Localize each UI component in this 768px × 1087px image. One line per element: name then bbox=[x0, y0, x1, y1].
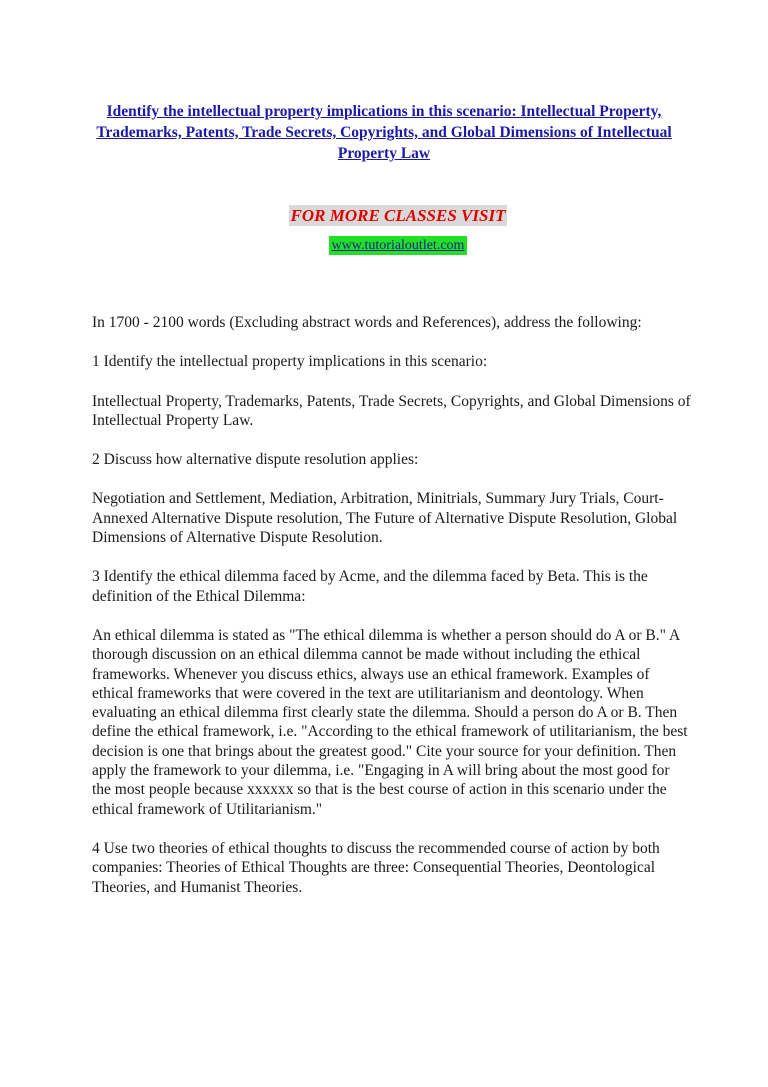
promo-link-line bbox=[0, 236, 768, 255]
promo-link[interactable]: www.tutorialoutlet.com bbox=[329, 236, 468, 255]
item-1-heading: 1 Identify the intellectual property implications in this scenario: bbox=[92, 353, 488, 371]
document-body bbox=[92, 313, 692, 917]
document-title: Identify the intellectual property implications in this scenario: Intellectual Property, Trademarks, Patents, Trade Secrets, Copyrights, and Global Dimensions of Intellectual Property Law bbox=[96, 103, 672, 162]
item-3-detail: An ethical dilemma is stated as "The ethical dilemma is whether a person should do A or B." A thorough discussion on an ethical dilemma cannot be made without including the ethical frameworks. Whenever you discuss ethics, always use an ethical framework. Examples of ethical frameworks that were covered in the text are utilitarianism and deontology. When evaluating an ethical dilemma first clearly state the dilemma. Should a person do A or B. Then define the ethical framework, i.e. "According to the ethical framework of utilitarianism, the best decision is one that brings about the greatest good." Cite your source for your definition. Then apply the framework to your dilemma, i.e. "Engaging in A will bring about the most good for the most people because xxxxxx so that is the best course of action in this scenario under the ethical framework of Utilitarianism." bbox=[92, 626, 688, 818]
item-4-paragraph: 4 Use two theories of ethical thoughts to discuss the recommended course of action by both companies: Theories of Ethical Thoughts are three: Consequential Theories, Deontological Theories, and Humanist Theories. bbox=[92, 839, 660, 896]
item-1-detail: Intellectual Property, Trademarks, Patents, Trade Secrets, Copyrights, and Global Dimensions of Intellectual Property Law. bbox=[92, 392, 691, 429]
item-2-heading: 2 Discuss how alternative dispute resolution applies: bbox=[92, 451, 419, 469]
item-2-detail: Negotiation and Settlement, Mediation, Arbitration, Minitrials, Summary Jury Trials, Court-Annexed Alternative Dispute resolution, The Future of Alternative Dispute Resolution, Global Dimensions of Alternative Dispute Resolution. bbox=[92, 490, 678, 547]
promo-line bbox=[0, 205, 768, 226]
intro-paragraph: In 1700 - 2100 words (Excluding abstract words and References), address the following: bbox=[92, 314, 642, 331]
promo-text: FOR MORE CLASSES VISIT bbox=[290, 206, 506, 225]
item-3-heading: 3 Identify the ethical dilemma faced by Acme, and the dilemma faced by Beta. This is the definition of the Ethical Dilemma: bbox=[92, 568, 648, 605]
